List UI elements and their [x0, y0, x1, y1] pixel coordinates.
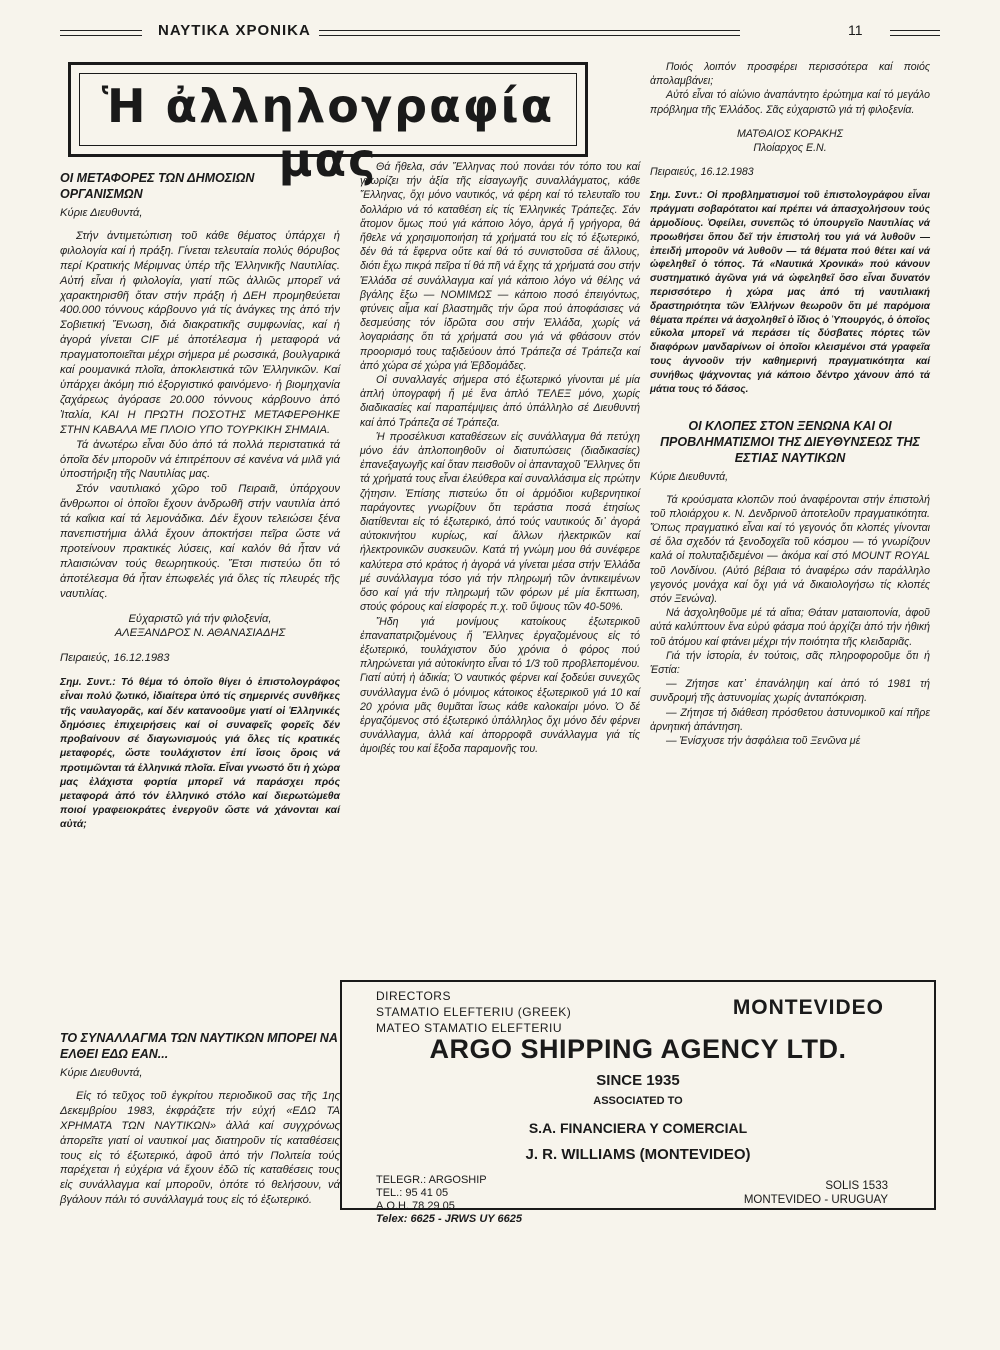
letter-1-editor-note: Σημ. Συντ.: Τό θέμα τό ὁποῖο θίγει ὁ ἐπιστολογράφος εἶναι πολύ ζωτικό, ἰδιαίτερα ὑπό τίς σημερινές συνθῆκες τῆς ναυλαγορᾶς, καί δέν κατανοοῦμε γιατί οἱ Ἑλληνικές δημόσιες ἐπιχειρήσεις καί οἱ συναφεῖς φορεῖς δέν προβαίνουν σέ διαγωνισμούς γιά ὅλες τίς κρατικές μεταφορές, ὥστε τουλάχιστον ἐπί ἴσοις ὅροις νά προτιμῶνται τά ἑλληνικά πλοῖα. Εἶναι γνωστό ὅτι ἡ χώρα μας ἐλάχιστα φορτία μπορεῖ νά παράσχει πρός μεταφορά ἀπό τόν ἑλληνικό στόλο καί διερωτώμεθα ποιοί γραφειοκράτες ἐνεργοῦν ὥστε νά χάνονται καί αὐτά; [60, 677, 340, 831]
ad-director-2: MATEO STAMATIO ELEFTERIU [376, 1021, 563, 1035]
letter-1-paragraph: Στόν ναυτιλιακό χῶρο τοῦ Πειραιᾶ, ὑπάρχουν ἄνθρωποι οἱ ὁποῖοι ἔχουν ἀνδρωθῆ στήν ναυτιλία ἀπό τά καΐκια καί τά λεμονάδικα. Δέν ἔχουν τελειώσει ξένα πανεπιστήμια ἀλλά ἔχουν ἀποκτήσει πεῖρα ὥστε νά προτείνουν πρακτικές λύσεις, καί καλόν θά ἦταν νά πλαισιώναν τούς θεωρητικούς. Ἔτσι πιστεύω ὅτι τό ἀποτέλεσμα θά ἦταν ἐπωφελές γιά ὅλες τίς πλευρές τῆς ναυτιλίας. [60, 483, 340, 600]
letter-2-paragraph: Ποιός λοιπόν προσφέρει περισσότερα καί ποιός ἀπολαμβάνει; [650, 61, 930, 88]
ad-directors-label: DIRECTORS [376, 989, 451, 1003]
ad-williams: J. R. WILLIAMS (MONTEVIDEO) [525, 1146, 751, 1163]
ad-agency-name: ARGO SHIPPING AGENCY LTD. [429, 1034, 847, 1064]
letter-2-editor-note: Σημ. Συντ.: Οἱ προβληματισμοί τοῦ ἐπιστολογράφου εἶναι πράγματι σοβαρότατοι καί πρέπει νά ἀπασχολήσουν τούς ἁρμοδίους. Ὀφείλει, συνεπῶς τό ὑπουργεῖο Ναυτιλίας νά προωθήσει ὅπου δεῖ τήν ἐπιστολή του γιά νά λυθοῦν — ἐπειδή μποροῦν νά λυθοῦν — τά θέματα πού θέτει καί νά ὠφεληθεῖ ὁ τόπος. Τά «Ναυτικά Χρονικά» πού κάνουν συστηματικό ἀγῶνα γιά νά ὠφεληθεῖ ὅσο εἶναι δυνατόν περισσότερο ἡ χώρα μας ἀπό τή ναυτιλιακή δραστηριότητα τῶν Ἑλλήνων θεωροῦν ὅτι μέ παρόμοια θέματα πρέπει νά ἀσχοληθεῖ ὁ ἴδιος ὁ Ὑπουργός, ὁ ὁποῖος εὔκολα μπορεῖ νά περάσει τίς δύσβατες πόρτες τῶν διαφόρων μανδαρίνων οἱ ὁποῖοι κλεισμένοι στά γραφεῖα τους ἀγνοοῦν τήν καθημερινή πραγματικότητα καί συνήθως ψάχνοντας γιά κάποιο δέντρο χάνουν ἀπό τά μάτια τους τό δάσος. [650, 190, 930, 395]
ad-director-1: STAMATIO ELEFTERIU (GREEK) [376, 1005, 572, 1019]
letter-1-place-date: Πειραιεύς, 16.12.1983 [60, 652, 170, 665]
letter-3-paragraph: Γιά τήν ἱστορία, ἐν τούτοις, σᾶς πληροφοροῦμε ὅτι ἡ Ἑστία: [650, 649, 930, 677]
ad-since: SINCE 1935 [596, 1072, 680, 1089]
letter-1-paragraph: Τά ἀνωτέρω εἶναι δύο ἀπό τά πολλά περιστατικά τά ὁποῖα δέν μποροῦν νά ἐπιτρέπουν σέ κανένα νά μιλᾶ γιά ὑποστήριξη τῆς Ναυτιλίας μας. [60, 438, 340, 481]
letter-1-signature: ΑΛΕΞΑΝΔΡΟΣ Ν. ΑΘΑΝΑΣΙΑΔΗΣ [114, 627, 286, 640]
letter-2-signature: ΜΑΤΘΑΙΟΣ ΚΟΡΑΚΗΣ [736, 127, 844, 140]
letter-2-paragraph: Αὐτό εἶναι τό αἰώνιο ἀναπάντητο ἐρώτημα καί τό μεγάλο πρόβλημα τῆς Ἑλλάδος. Σᾶς εὐχαριστῶ γιά τή φιλοξενία. [650, 89, 930, 116]
ad-telex: Telex: 6625 - JRWS UY 6625 [376, 1213, 522, 1225]
letter-3-headline: ΟΙ ΚΛΟΠΕΣ ΣΤΟΝ ΞΕΝΩΝΑ ΚΑΙ ΟΙ ΠΡΟΒΛΗΜΑΤΙΣΜΟΙ ΤΗΣ ΔΙΕΥΘΥΝΣΕΩΣ ΤΗΣ ΕΣΤΙΑΣ ΝΑΥΤΙΚΩΝ [660, 419, 920, 466]
letter-3-paragraph: Τά κρούσματα κλοπῶν πού ἀναφέρονται στήν ἐπιστολή τοῦ πλοιάρχου κ. Ν. Δενδρινοῦ ἀποτελοῦν πραγματικότητα. Ὅπως πραγματικό εἶναι καί τό γεγονός ὅτι κλοπές γίνονται σέ ὅλα σχεδόν τά ξενοδοχεῖα τοῦ κόσμου — τό γνωρίζουν καλά οἱ πολυταξιδεμένοι — ἀκόμα καί στό MOUNT ROYAL τοῦ Λονδίνου. (Αὐτό βέβαια τό ἀναφέρω σάν παράλληλο γεγονός μονάχα καί ὄχι γιά νά δικαιολογήσω τίς κλοπές στόν Ξενώνα). [650, 493, 930, 605]
ad-financiera: S.A. FINANCIERA Y COMERCIAL [528, 1120, 748, 1136]
letter-1-headline: ΟΙ ΜΕΤΑΦΟΡΕΣ ΤΩΝ ΔΗΜΟΣΙΩΝ ΟΡΓΑΝΙΣΜΩΝ [60, 171, 255, 201]
letter-3-paragraph: — Ἐνίσχυσε τήν ἀσφάλεια τοῦ Ξενῶνα μέ [666, 735, 861, 748]
ad-street: SOLIS 1533 [825, 1180, 888, 1192]
ad-directors [376, 988, 571, 1036]
letter-3-salutation: Κύριε Διευθυντά, [650, 471, 729, 484]
letter-3-paragraph: — Ζήτησε κατ᾽ ἐπανάληψη καί ἀπό τό 1981 τή συνδρομή τῆς ἀστυνομίας χωρίς ἀνταπόκριση. [650, 678, 930, 705]
ad-associated: ASSOCIATED TO [593, 1095, 683, 1107]
ad-contact [376, 1174, 522, 1226]
letter-2-start [60, 1030, 340, 1208]
ad-city: MONTEVIDEO [732, 996, 884, 1019]
letter-1-paragraph: Στήν ἀντιμετώπιση τοῦ κάθε θέματος ὑπάρχει ἡ φιλολογία καί ἡ πράξη. Γίνεται τελευταία πολύς θόρυβος περί Κρατικής Μέριμνας ὑπέρ τῆς Ἑλληνικῆς Ναυτιλίας. Αὐτή εἶναι ἡ φιλολογία, γιατί πῶς ἀλλιῶς μπορεῖ νά χαρακτηρισθῆ ὅταν στήν πράξη ἡ ΔΕΗ προμηθεύεται 400.000 τόννους κάρβουνο γιά τίς ἀνάγκες της ἀπό τήν Σοβιετική Ἕνωση, διά διακρατικῆς συμφωνίας, καί ἡ ἀγορά γίνεται CIF μέ ἀποτέλεσμα ἡ μεταφορά νά πραγματοποιεῖται μέχρι σήμερα μέ ρωσσικά, βουλγαρικά καί ρουμανικά πλοῖα, ἀποκλειστικά τῶν Ἑλληνικῶν. Καί ὑπάρχει ἀκόμη πιό ἐξοργιστικό φαινόμενο· ἡ βιομηχανία ζαχάρεως ἀγόρασε 20.000 τόννους κάρβουνο ἀπό Ἰταλία, ΚΑΙ Η ΠΡΩΤΗ ΠΟΣΟΤΗΣ ΜΕΤΑΦΕΡΘΗΚΕ ΣΤΗΝ ΚΑΒΑΛΑ ΜΕ ΠΛΟΙΟ ΥΠΟ ΤΟΥΡΚΙΚΗ ΣΗΜΑΙΑ. [60, 229, 340, 436]
letter-2-place-date: Πειραιεύς, 16.12.1983 [650, 166, 754, 179]
letter-2-salutation: Κύριε Διευθυντά, [60, 1067, 143, 1079]
letter-2-headline: ΤΟ ΣΥΝΑΛΛΑΓΜΑ ΤΩΝ ΝΑΥΤΙΚΩΝ ΜΠΟΡΕΙ ΝΑ ΕΛΘΕΙ ΕΔΩ ΕΑΝ... [60, 1031, 338, 1061]
letter-3-paragraph: Νά ἀσχοληθοῦμε μέ τά αἴτια; Θάταν ματαιοπονία, ἀφοῦ αὐτά καλύπτουν ἕνα εὐρύ φάσμα πού ἀρχίζει ἀπό τήν ἠθική τοῦ ἀτόμου καί φτάνει μέχρι τήν ποιότητα τῆς κλειδαριᾶς. [650, 607, 930, 648]
page-header [60, 18, 940, 48]
publication-title: ΝΑΥΤΙΚΑ ΧΡΟΝΙΚΑ [150, 22, 319, 39]
letter-2-paragraph: Εἰς τό τεῦχος τοῦ ἐγκρίτου περιοδικοῦ σας τῆς 1ης Δεκεμβρίου 1983, ἐκφράζετε τήν εὐχή «ΕΔΩ ΤΑ ΧΡΗΜΑΤΑ ΤΩΝ ΝΑΥΤΙΚΩΝ» ἀλλά καί συγχρόνως ἀπορεῖτε γιατί οἱ ναυτικοί μας διατηροῦν τίς καταθέσεις τους εἰς τό ἐξωτερικό, ἀφοῦ ἀπό τήν Πολιτεία τούς παρέχεται ἡ εὐχέρια νά ἔχουν ἐδῶ τίς καταθέσεις τους εἰς συνάλλαγμα καί μποροῦν, ὁπότε τό θελήσουν, νά βγάλουν πάλι τό συνάλλαγμά τους εἰς τό ἐξωτερικό. [60, 1089, 340, 1207]
ad-aoh: A.O.H. 78 29 05 [376, 1200, 455, 1212]
ad-country: MONTEVIDEO - URUGUAY [743, 1194, 888, 1206]
letter-2-continued [360, 160, 640, 757]
ad-address [744, 1179, 888, 1207]
letter-2-paragraph: Ἤδη γιά μονίμους κατοίκους ἐξωτερικοῦ ἐπαναπατριζομένους ἤ Ἕλληνες ἐργαζομένους εἰς τό ἐξωτερικό, τουλάχιστον δύο χρόνια ὁ φόρος πού πληρώνεται γιά αὐτοκίνητο εἶναι τό 1/3 τοῦ προβλεπομένου. Γιατί αὐτή ἡ ἀδικία; Ὁ ναυτικός φέρνει καί ξοδεύει συνεχῶς συνάλλαγμα ἐνῶ ὁ μόνιμος κάτοικος ἐξωτερικοῦ γιά 10 καί 20 χρόνια μᾶς θυμᾶται ἴσως κάθε καλοκαίρι μόνο. Ὁ δέ ἐργαζόμενος στό ἐξωτερικό ὑπάλληλος ὄχι μόνο δέν φέρνει συνάλλαγμα, ἀλλά καί ἀπορροφᾶ συνάλλαγμα γιά τίς ἀμοιβές του καί ἔξοδα παραμονῆς του. [360, 615, 640, 756]
letter-1 [60, 170, 340, 833]
ad-telegr: TELEGR.: ARGOSHIP [376, 1174, 487, 1186]
letter-2-signature-title: Πλοίαρχος Ε.Ν. [753, 142, 827, 155]
ad-tel: TEL.: 95 41 05 [376, 1187, 449, 1199]
letter-3-paragraph: — Ζήτησε τή διάθεση πρόσθετου ἀστυνομικοῦ καί πῆρε ἀρνητική ἀπάντηση. [650, 706, 930, 733]
section-title: Ἡ ἀλληλογραφία μας [101, 79, 555, 187]
column-3 [650, 60, 930, 748]
letter-2-paragraph: Θά ἤθελα, σάν Ἕλληνας πού πονάει τόν τόπο του καί γνωρίζει τήν ἀξία τῆς εἰσαγωγῆς συναλλάγματος, κάθε Ἕλληνας, ὄχι μόνο ναυτικός, νά φέρη καί τό τελευταῖο του δολλάριο νά τό καταθέση εἰς τίς Ἑλληνικές Τράπεζες. Σάν ἄτομον ὅμως πού γιά κάποιο λόγο, ἀργά ἤ γρήγορα, θά ἤθελε νά χρησιμοποιήση τά χρήματά του εἰς τό ἐξωτερικό, δέν θά τά ἔφερνα οὔτε καί θά τό συνιστοῦσα σέ ἄλλους, διότι ἔχω πικρά πεῖρα τί θά πῆ νά ἔχης τά χρήματά σου στήν Ἑλλάδα σέ συνάλλαγμα καί γιά κάποιο λόγο νά θέλης νά βγάλης ἔξω — ΝΟΜΙΜΩΣ — κάποιο ποσό ἐπειγόντως, φτύνεις αἷμα καί βλαστημᾶς τήν ὥρα πού ἀποφάσισες νά δεσμεύσης τόν ἱδρῶτα σου στήν Ἑλλάδα, χωρίς νά λογαριάσης ὅτι τά χρήματά σου γιά νά φθάσουν στόν προορισμό τους ταξιδεύουν ἀπό Τράπεζα σέ Τράπεζα καί ἀπό χώρα σέ χώρα γιά Ἑβδομάδες. [360, 161, 640, 372]
argo-shipping-advertisement [340, 980, 936, 1225]
letter-1-closing: Εὐχαριστῶ γιά τήν φιλοξενία, [128, 612, 272, 625]
page-number: 11 [840, 22, 871, 38]
letter-2-paragraph: Ἡ προσέλκυσι καταθέσεων εἰς συνάλλαγμα θά πετύχη μόνο ἐάν ἁπλοποιηθοῦν οἱ διατυπώσεις (διαδικασίες) ἐπανεξαγωγῆς καί ὅταν πεισθοῦν οἱ ἁπανταχοῦ Ἕλληνες ὅτι τά χρήματά τους εἶναι ἐλεύθερα καί συναλλάσιμα εἰς πρώτην ζήτησιν. Ἐπίσης πιστεύω ὅτι οἱ ἁρμόδιοι κυβερνητικοί παράγοντες γνωρίζουν ὅτι τεράστια ποσά ἐτησίως διατίθενται εἰς τό ἐξωτερικό, ἀπό τούς ναυτικούς δι᾽ ἀγορά αὐτοκινήτου κυρίως, καί ἄλλων ἠλεκτρικῶν καί ἠλεκτρονικῶν συσκευῶν. Κατά τή γνώμη μου θά συνέφερε καλύτερα στό κράτος ἡ ἀγορά νά γίνεται μέσα στήν Ἑλλάδα μέ συνάλλαγμα τόσο γιά τήν πληρωμή τῶν ἀντικειμένων ὅσο καί γιά τήν πληρωμή τῶν φόρων μέ μία ἔκπτωση, στούς φόρους καί εἰσφορές π.χ. τοῦ ὕψους τῶν 40-50%. [360, 430, 640, 614]
letter-2-paragraph: Οἱ συναλλαγές σήμερα στό ἐξωτερικό γίνονται μέ μία ἁπλή ὑπογραφή ἤ μέ ἕνα ἁπλό ΤΕΛΕΞ μόνο, χωρίς διαδικασίες καί παραπέμψεις ἀπό ὑπάλληλο σέ Διευθυντή καί ἀπό Τράπεζα σέ Τράπεζα. [360, 374, 640, 429]
letter-1-salutation: Κύριε Διευθυντά, [60, 207, 143, 219]
